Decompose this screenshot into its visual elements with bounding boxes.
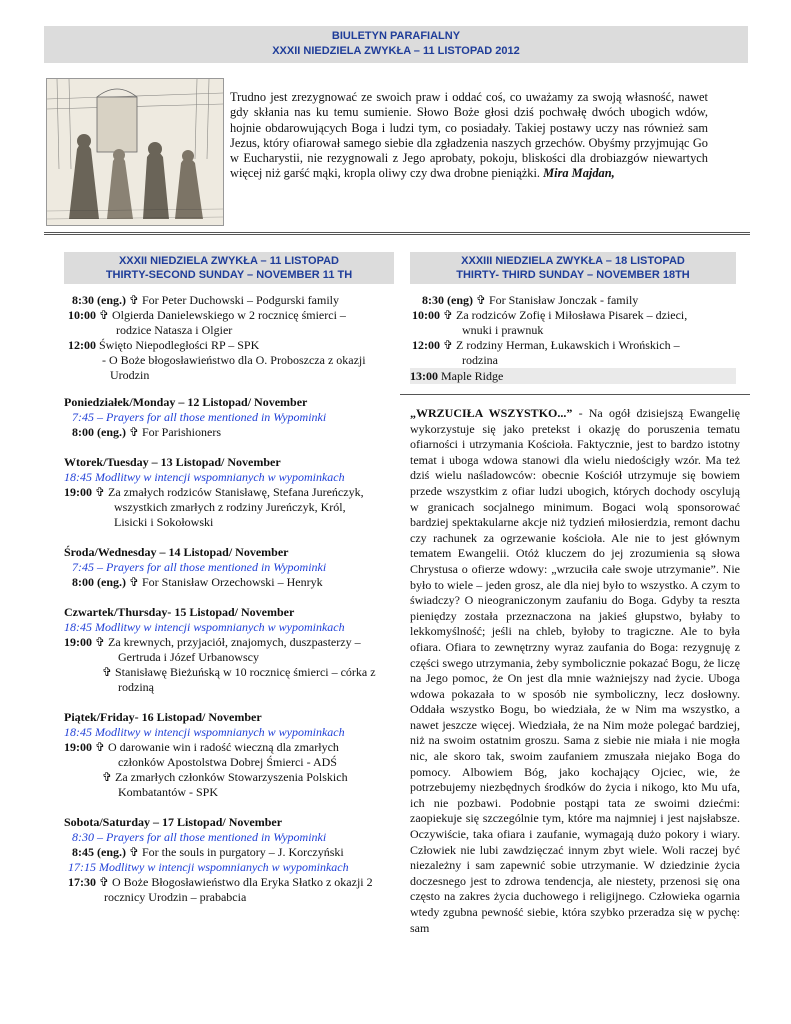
mass-time: 8:45 (eng.) [72, 845, 126, 859]
day-heading: Sobota/Saturday – 17 Listopad/ November [64, 815, 283, 829]
cross-icon: ✞ [443, 338, 454, 352]
mass-intention: For Peter Duchowski – Podgurski family [139, 293, 339, 307]
cross-icon: ✞ [102, 770, 113, 784]
mass-intention-cont: rodziną [118, 680, 154, 694]
mass-intention: Za zmarłych członków Stowarzyszenia Polskich [112, 770, 348, 784]
intro-paragraph [230, 90, 708, 182]
mass-time: 17:30 [68, 875, 96, 889]
mass-time: 12:00 [412, 338, 440, 352]
day-heading: Piątek/Friday- 16 Listopad/ November [64, 710, 262, 724]
left-header-line2: THIRTY-SECOND SUNDAY – NOVEMBER 11 TH [105, 269, 353, 281]
cross-icon: ✞ [129, 425, 140, 439]
cross-icon: ✞ [129, 575, 140, 589]
cross-icon: ✞ [102, 665, 113, 679]
reflection-article [410, 406, 740, 936]
mass-time: 19:00 [64, 740, 92, 754]
cross-icon: ✞ [443, 308, 454, 322]
wypominki-prayer: 8:30 – Prayers for all those mentioned in Wypominki [72, 830, 327, 844]
mass-intention: O Boże Błogosławieństwo dla Eryka Słatko z okazji 2 [109, 875, 373, 889]
mass-entry [64, 293, 394, 308]
day-heading: Poniedziałek/Monday – 12 Listopad/ November [64, 395, 308, 409]
mass-entry [410, 338, 740, 353]
mass-entry [410, 308, 740, 323]
left-header-line1: XXXII NIEDZIELA ZWYKŁA – 11 LISTOPAD [118, 255, 340, 267]
engraving-illustration [46, 78, 224, 226]
mass-intention: Olgierda Danielewskiego w 2 rocznicę śmierci – [109, 308, 346, 322]
cross-icon: ✞ [129, 845, 140, 859]
mass-intention-cont: Lisicki i Sokołowski [114, 515, 214, 529]
mass-entry [64, 425, 394, 440]
article-title: „WRZUCIŁA WSZYSTKO...” [410, 406, 573, 420]
mass-entry [64, 338, 394, 353]
right-column-header [410, 252, 736, 284]
wypominki-prayer: 18:45 Modlitwy w intencji wspomnianych w wypominkach [64, 470, 345, 484]
mass-entry [64, 845, 394, 860]
mass-intention: For Stanisław Orzechowski – Henryk [139, 575, 323, 589]
mass-time: 10:00 [412, 308, 440, 322]
mass-intention: Z rodziny Herman, Łukawskich i Wrońskich – [453, 338, 680, 352]
day-heading: Wtorek/Tuesday – 13 Listopad/ November [64, 455, 281, 469]
mass-entry [64, 875, 394, 890]
cross-icon: ✞ [95, 485, 106, 499]
mass-intention: For Stanisław Jonczak - family [486, 293, 639, 307]
mass-intention: For the souls in purgatory – J. Korczyński [139, 845, 344, 859]
mass-entry [64, 485, 394, 500]
mass-intention-cont: wszystkich zmarłych z rodziny Jureńczyk, Król, [114, 500, 346, 514]
mass-time: 19:00 [64, 485, 92, 499]
day-heading: Czwartek/Thursday- 15 Listopad/ November [64, 605, 295, 619]
wypominki-prayer: 7:45 – Prayers for all those mentioned in Wypominki [72, 410, 327, 424]
mass-intention-cont: wnuki i prawnuk [462, 323, 544, 337]
mass-time: 8:00 (eng.) [72, 425, 126, 439]
mass-intention-cont: rocznicy Urodzin – prababcia [104, 890, 247, 904]
mass-intention-cont: rodzice Natasza i Olgier [116, 323, 233, 337]
wypominki-prayer: 18:45 Modlitwy w intencji wspomnianych w wypominkach [64, 725, 345, 739]
bulletin-header [44, 26, 748, 63]
mass-intention-cont: - O Boże błogosławieństwo dla O. Proboszcza z okazji [102, 353, 366, 367]
mass-intention: Za rodziców Zofię i Miłosława Pisarek – dzieci, [453, 308, 688, 322]
section-divider [44, 232, 750, 235]
mass-intention-cont: Gertruda i Józef Urbanowscy [118, 650, 259, 664]
intro-signature: Mira Majdan, [543, 166, 615, 181]
right-header-line2: THIRTY- THIRD SUNDAY – NOVEMBER 18TH [456, 269, 690, 281]
widow-offering-engraving [47, 79, 223, 225]
cross-icon: ✞ [95, 635, 106, 649]
mass-intention-cont: członków Apostolstwa Dobrej Śmierci - ADŚ [118, 755, 337, 769]
mass-time: 19:00 [64, 635, 92, 649]
cross-icon: ✞ [95, 740, 106, 754]
mass-time: 8:00 (eng.) [72, 575, 126, 589]
maple-ridge-row [410, 368, 736, 384]
cross-icon: ✞ [99, 875, 110, 889]
mass-intention: Święto Niepodległości RP – SPK [96, 338, 260, 352]
mass-intention-cont: rodzina [462, 353, 498, 367]
right-mass-schedule [410, 293, 740, 368]
cross-icon: ✞ [476, 293, 487, 307]
bulletin-title: BIULETYN PARAFIALNY [331, 30, 461, 42]
mass-entry [64, 575, 394, 590]
mass-intention-cont: Kombatantów - SPK [118, 785, 218, 799]
mass-intention: For Parishioners [139, 425, 221, 439]
article-text: - Na ogół dzisiejszą Ewangelię wykorzystuje się jako pretekst i okazję do poruszenia tematu ofiarności i utrzymania Kościoła. Faktycznie, jest to bardzo istotny temat i uboga wdowa stanowi dla wielu niedościgły wzór. Ma też dziś wielu naśladowców: obecnie Kościół utrzymuje się bowiem przede wszystkim z ofiar ludzi ubogich, których dochody oscylują w granicach socjalnego minimum. Bogaci wolą sponsorować bardziej spektakularne akcje niż tydzień miłosierdzia, remont dachu czy rachunek za ogrzewanie kościoła. Ale nie to jest głównym tematem Ewangelii. Otóż kluczem do jej zrozumienia są słowa Chrystusa o ofierze wdowy: „wrzuciła całe swoje utrzymanie”. Nie było to wiele – jeden grosz, ale dla niej było to wszystko. A czym to świadczy? O nieograniczonym zaufaniu do Boga. Gdyby ta reszta pieniędzy została przeznaczona na jakieś głupstwo, byłaby to lekkomyślność; jeśli na chleb, byłoby to tragiczne. Ale to była ofiara. Ofiara to zewnętrzny wyraz zaufania do Boga: rezygnuję z części swego utrzymania, żeby symbolicznie pokazać Bogu, że liczę na Jego pomoc, że On jest dla mnie ważniejszy nad życie. Uboga wdowa pokazała to w sposób nie symboliczny, lecz dosłowny. Oddała wszystko Bogu, bo wiedziała, że w Nim ma wszystko, a nawet jeszcze więcej. Wiedziała, że na Nim może polegać bardziej, niż na swoim ostatnim groszu. Sama z siebie nie miała i nie mogła nic, ale skoro tak, swoim zaufaniem zmuszała niejako Boga do pomocy. Albowiem Bóg, jako kochający Ojciec, wie, że potrzebujemy niezbędnych środków do życia i nikogo, kto Mu ufa, ich nie pozbawi. Podobnie postąpi tata ze swoimi dziećmi: zaopiekuje się szczególnie tym, które ma najmniej i jest najsłabsze. Oczywiście, taka ofiara i zaufanie, wymagają dużo pokory i wiary. Człowiek nie lubi zawdzięczać innym zbyt wiele. Woli raczej być niezależny i sam zapewnić sobie utrzymanie. W dziedzinie życia doczesnego jest to zdrowa tendencja, ale niestety, przenosi się ona często na zakres życia duchowego i religijnego. Człowieka ogarnia wtedy zgubna pewność siebie, która szybko przeradza się w pychę: sam [410, 406, 740, 935]
mass-intention: Maple Ridge [438, 369, 504, 383]
mass-intention: Za krewnych, przyjaciół, znajomych, duszpasterzy – [105, 635, 361, 649]
mass-entry [64, 665, 394, 680]
mass-intention: Stanisławę Bieżuńską w 10 rocznicę śmierci – córka z [112, 665, 376, 679]
right-header-line1: XXXIII NIEDZIELA ZWYKŁA – 18 LISTOPAD [461, 255, 685, 267]
bulletin-subtitle: XXXII NIEDZIELA ZWYKŁA – 11 LISTOPAD 2012 [272, 45, 520, 57]
left-column-header [64, 252, 394, 284]
mass-time: 8:30 (eng.) [72, 293, 126, 307]
right-divider [400, 394, 750, 395]
mass-entry [64, 308, 394, 323]
mass-time: 13:00 [410, 369, 438, 383]
cross-icon: ✞ [99, 308, 110, 322]
mass-entry [64, 740, 394, 755]
mass-intention: Za zmałych rodziców Stanisławę, Stefana Jureńczyk, [105, 485, 364, 499]
mass-intention-cont: Urodzin [110, 368, 150, 382]
day-heading: Środa/Wednesday – 14 Listopad/ November [64, 545, 289, 559]
cross-icon: ✞ [129, 293, 140, 307]
mass-intention: O darowanie win i radość wieczną dla zmarłych [105, 740, 339, 754]
mass-time: 8:30 (eng) [422, 293, 473, 307]
left-mass-schedule [64, 293, 394, 905]
mass-entry [64, 635, 394, 650]
mass-entry [410, 293, 740, 308]
wypominki-prayer: 17:15 Modlitwy w intencji wspomnianych w wypominkach [68, 860, 349, 874]
wypominki-prayer: 7:45 – Prayers for all those mentioned in Wypominki [72, 560, 327, 574]
mass-entry [64, 770, 394, 785]
mass-time: 12:00 [68, 338, 96, 352]
mass-time: 10:00 [68, 308, 96, 322]
intro-text: Trudno jest zrezygnować ze swoich praw i oddać coś, co uważamy za swoją własność, nawet gdy skłania nas ku temu sumienie. Słowo Boże głosi dziś pochwałę dwóch ubogich wdów, hojnie obdarowujących Boga i ludzi tym, co posiadały. Takiej postawy uczy nas również sam Jezus, który ofiarował samego siebie dla zgładzenia naszych grzechów. Obyśmy przyjmując Go w Eucharystii, nie rezygnowali z Jego aprobaty, pokoju, bliskości dla drobiazgów niewartych więcej niż garść mąki, kropla oliwy czy dwa drobne pieniążki. [230, 90, 708, 181]
wypominki-prayer: 18:45 Modlitwy w intencji wspomnianych w wypominkach [64, 620, 345, 634]
